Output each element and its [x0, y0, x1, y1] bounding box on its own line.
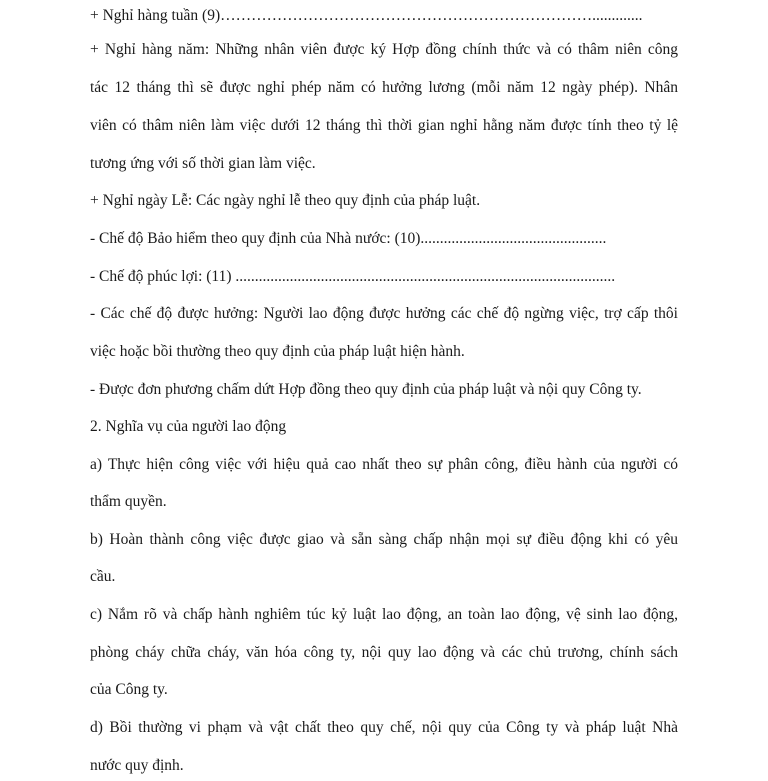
insurance-line: - Chế độ Bảo hiểm theo quy định của Nhà nước: (10)................................................ — [90, 230, 607, 247]
benefits-line-2: việc hoặc bồi thường theo quy định của pháp luật hiện hành. — [90, 343, 465, 360]
benefits-line-1: - Các chế độ được hưởng: Người lao động được hưởng các chế độ ngừng việc, trợ cấp thôi — [90, 305, 678, 322]
annual-leave-line-4: tương ứng với số thời gian làm việc. — [90, 155, 316, 172]
obligation-c-line-3: của Công ty. — [90, 681, 168, 698]
obligation-b-line-2: cầu. — [90, 568, 116, 585]
obligation-b-line-1: b) Hoàn thành công việc được giao và sẵn sàng chấp nhận mọi sự điều động khi có yêu — [90, 531, 678, 548]
welfare-line: - Chế độ phúc lợi: (11) .................................................................................................. — [90, 268, 616, 285]
annual-leave-line-2: tác 12 tháng thì sẽ được nghỉ phép năm có hưởng lương (mỗi năm 12 ngày phép). Nhân — [90, 79, 678, 96]
obligation-c-line-2: phòng cháy chữa cháy, văn hóa công ty, nội quy lao động và các chủ trương, chính sách — [90, 644, 678, 661]
weekly-leave-line: + Nghỉ hàng tuần (9)………………………………………………………………............. — [90, 7, 643, 24]
annual-leave-line-3: viên có thâm niên làm việc dưới 12 tháng thì thời gian nghỉ hằng năm được tính theo tỷ lệ — [90, 117, 678, 134]
obligation-c-line-1: c) Nắm rõ và chấp hành nghiêm túc kỷ luật lao động, an toàn lao động, vệ sinh lao động, — [90, 606, 678, 623]
holiday-leave-line: + Nghỉ ngày Lễ: Các ngày nghỉ lễ theo quy định của pháp luật. — [90, 192, 481, 209]
obligation-d-line-2: nước quy định. — [90, 757, 184, 774]
obligation-d-line-1: d) Bồi thường vi phạm và vật chất theo quy chế, nội quy của Công ty và pháp luật Nhà — [90, 719, 678, 736]
obligation-a-line-2: thẩm quyền. — [90, 493, 167, 510]
annual-leave-line-1: + Nghỉ hàng năm: Những nhân viên được ký Hợp đồng chính thức và có thâm niên công — [90, 41, 678, 58]
section-heading-obligations: 2. Nghĩa vụ của người lao động — [90, 418, 287, 435]
obligation-a-line-1: a) Thực hiện công việc với hiệu quả cao nhất theo sự phân công, điều hành của người có — [90, 456, 678, 473]
termination-line: - Được đơn phương chấm dứt Hợp đồng theo quy định của pháp luật và nội quy Công ty. — [90, 381, 642, 398]
